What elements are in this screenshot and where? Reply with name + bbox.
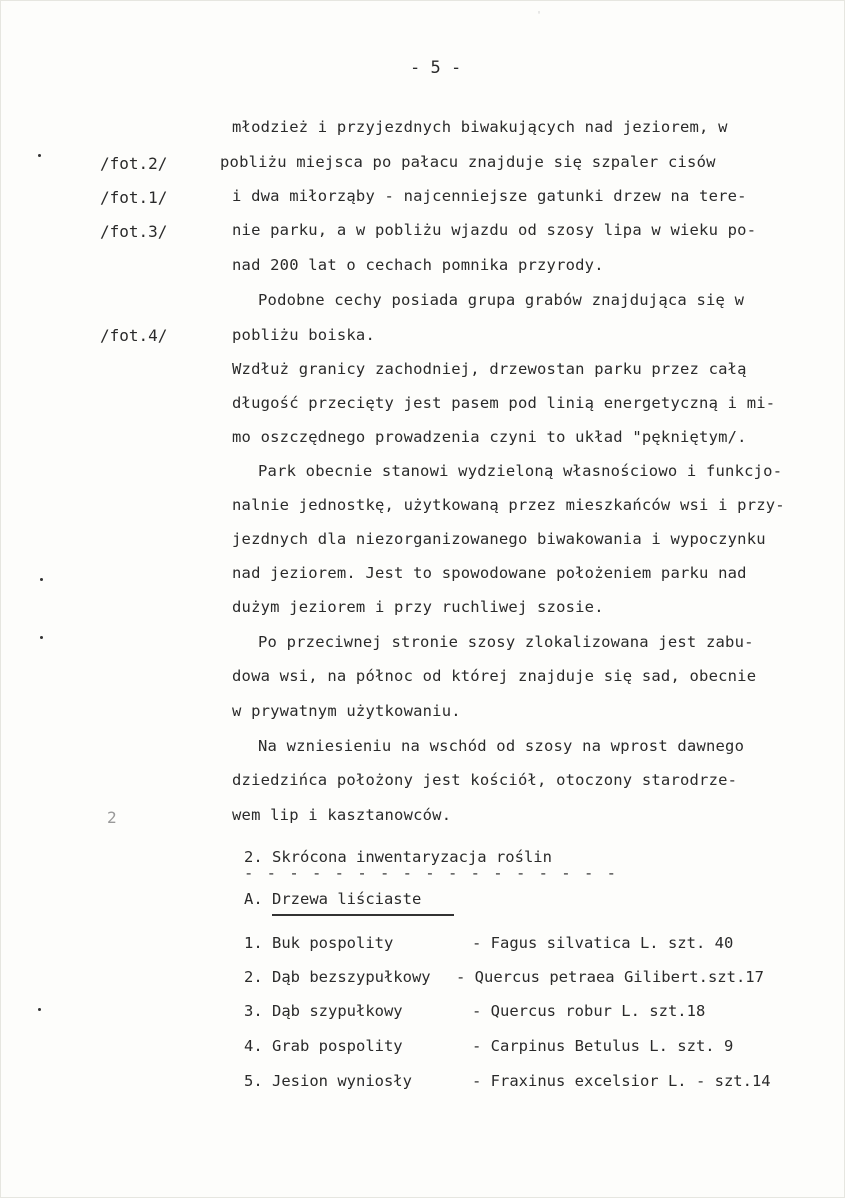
tree-name: 2. Dąb bezszypułkowy bbox=[244, 968, 431, 986]
section-underline-dashes: - - - - - - - - - - - - - - - - - bbox=[244, 864, 618, 882]
tree-detail: - Quercus robur L. szt.18 bbox=[472, 1002, 706, 1020]
tree-detail: - Carpinus Betulus L. szt. 9 bbox=[472, 1037, 734, 1055]
tree-name: 1. Buk pospolity bbox=[244, 934, 394, 952]
punch-mark bbox=[38, 154, 41, 157]
body-line: pobliżu miejsca po pałacu znajduje się szpaler cisów bbox=[220, 153, 716, 171]
top-mark: ' bbox=[536, 10, 543, 21]
body-line: długość przecięty jest pasem pod linią energetyczną i mi- bbox=[232, 394, 776, 412]
punch-mark bbox=[40, 636, 43, 639]
body-line: mo oszczędnego prowadzenia czyni to układ "pękniętym/. bbox=[232, 428, 747, 446]
body-line: Po przeciwnej stronie szosy zlokalizowana jest zabu- bbox=[258, 633, 754, 651]
body-line: Wzdłuż granicy zachodniej, drzewostan parku przez całą bbox=[232, 360, 747, 378]
body-line: nie parku, a w pobliżu wjazdu od szosy lipa w wieku po- bbox=[232, 221, 757, 239]
tree-name: 5. Jesion wyniosły bbox=[244, 1072, 412, 1090]
margin-note-2: 2 bbox=[107, 808, 117, 827]
section-heading: 2. Skrócona inwentaryzacja roślin bbox=[244, 848, 552, 866]
margin-note-fot1: /fot.1/ bbox=[100, 188, 168, 207]
body-line: w prywatnym użytkowaniu. bbox=[232, 702, 461, 720]
body-line: dowa wsi, na północ od której znajduje się sad, obecnie bbox=[232, 667, 757, 685]
punch-mark bbox=[38, 1008, 41, 1011]
body-line: pobliżu boiska. bbox=[232, 326, 375, 344]
body-line: nad jeziorem. Jest to spowodowane położeniem parku nad bbox=[232, 564, 747, 582]
body-line: młodzież i przyjezdnych biwakujących nad jeziorem, w bbox=[232, 118, 728, 136]
page-number: - 5 - bbox=[410, 58, 462, 78]
margin-note-fot4: /fot.4/ bbox=[100, 326, 168, 345]
subsection-heading: A. Drzewa liściaste bbox=[244, 890, 422, 908]
body-line: wem lip i kasztanowców. bbox=[232, 806, 452, 824]
subsection-underline bbox=[272, 914, 454, 916]
body-line: Podobne cechy posiada grupa grabów znajdująca się w bbox=[258, 291, 745, 309]
tree-name: 4. Grab pospolity bbox=[244, 1037, 403, 1055]
tree-detail: - Fraxinus excelsior L. - szt.14 bbox=[472, 1072, 771, 1090]
body-line: nalnie jednostkę, użytkowaną przez mieszkańców wsi i przy- bbox=[232, 496, 785, 514]
tree-detail: - Quercus petraea Gilibert.szt.17 bbox=[456, 968, 764, 986]
body-line: nad 200 lat o cechach pomnika przyrody. bbox=[232, 256, 604, 274]
body-line: jezdnych dla niezorganizowanego biwakowania i wypoczynku bbox=[232, 530, 766, 548]
body-line: dużym jeziorem i przy ruchliwej szosie. bbox=[232, 598, 604, 616]
tree-detail: - Fagus silvatica L. szt. 40 bbox=[472, 934, 734, 952]
margin-note-fot2: /fot.2/ bbox=[100, 154, 168, 173]
body-line: Na wzniesieniu na wschód od szosy na wprost dawnego bbox=[258, 737, 745, 755]
tree-name: 3. Dąb szypułkowy bbox=[244, 1002, 403, 1020]
margin-note-fot3: /fot.3/ bbox=[100, 222, 168, 241]
punch-mark bbox=[40, 578, 43, 581]
body-line: dziedzińca położony jest kościół, otoczony starodrze- bbox=[232, 771, 738, 789]
body-line: i dwa miłorząby - najcenniejsze gatunki drzew na tere- bbox=[232, 187, 747, 205]
body-line: Park obecnie stanowi wydzieloną własnościowo i funkcjo- bbox=[258, 462, 783, 480]
